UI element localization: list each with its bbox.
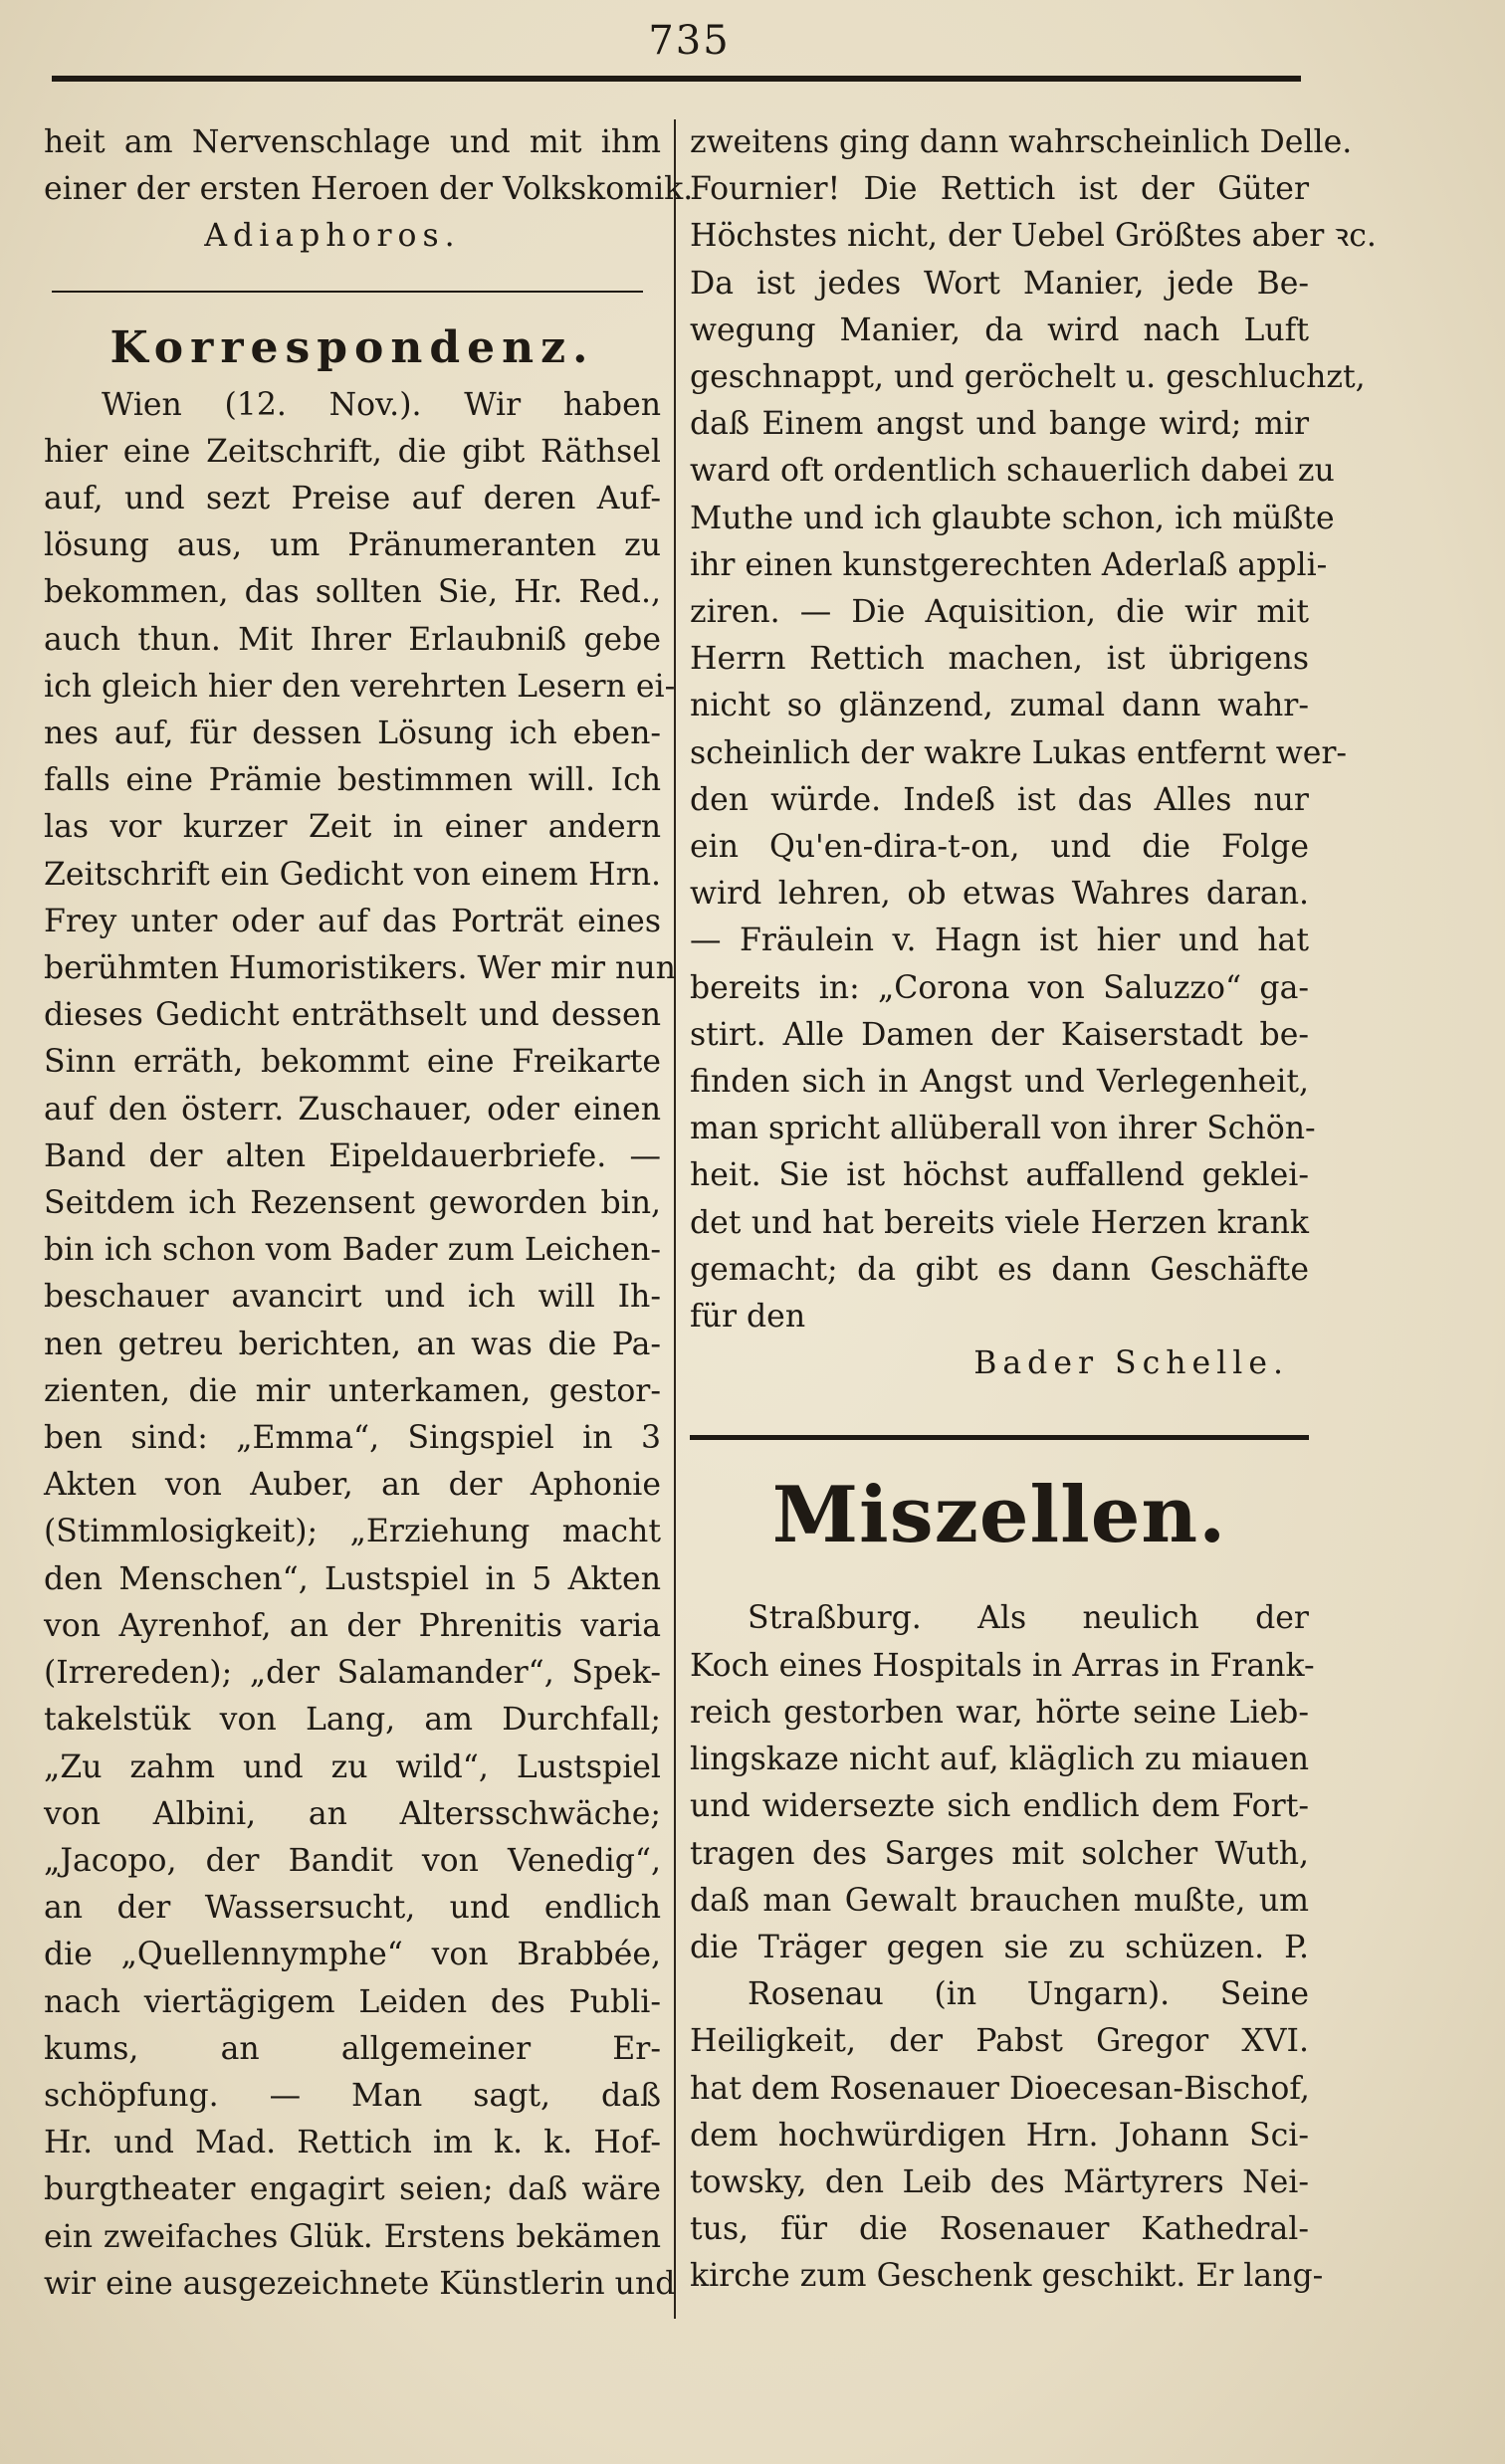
article-line: Akten von Auber, an der Aphonie	[44, 1467, 661, 1504]
korrespondenz-article	[44, 382, 676, 2308]
header-rule	[52, 76, 1301, 82]
article-line: wir eine ausgezeichnete Künstlerin und	[44, 2265, 676, 2302]
article-line: hier eine Zeitschrift, die gibt Räthsel	[44, 433, 661, 470]
article-line: tus, für die Rosenauer Kathedral-	[690, 2211, 1309, 2248]
article-line: Muthe und ich glaubte schon, ich müßte	[690, 500, 1335, 536]
article-line: schöpfung. — Man sagt, daß	[44, 2077, 661, 2114]
article-line: finden sich in Angst und Verlegenheit,	[690, 1064, 1309, 1101]
korrespondenz-continuation	[690, 119, 1377, 1340]
article-line: ihr einen kunstgerechten Aderlaß appli-	[690, 546, 1328, 583]
article-line: daß Einem angst und bange wird; mir	[690, 406, 1309, 443]
section-divider	[690, 1435, 1309, 1440]
article-line: von Ayrenhof, an der Phrenitis varia	[44, 1607, 661, 1644]
article-line: falls eine Prämie bestimmen will. Ich	[44, 762, 661, 799]
article-line: stirt. Alle Damen der Kaiserstadt be-	[690, 1016, 1309, 1053]
article-line: Rosenau (in Ungarn). Seine	[748, 1976, 1309, 2013]
article-line: Fournier! Die Rettich ist der Güter	[690, 171, 1309, 208]
article-line: — Fräulein v. Hagn ist hier und hat	[690, 923, 1309, 959]
article-line: geschnappt, und geröchelt u. geschluchzt,	[690, 359, 1366, 396]
article-line: gemacht; da gibt es dann Geschäfte	[690, 1251, 1309, 1288]
article-line: die „Quellennymphe“ von Brabbée,	[44, 1937, 661, 1973]
article-line: Heiligkeit, der Pabst Gregor XVI.	[690, 2023, 1309, 2060]
article-line: von Albini, an Altersschwäche;	[44, 1795, 661, 1832]
article-line: dieses Gedicht enträthselt und dessen	[44, 997, 661, 1034]
article-line: ich gleich hier den verehrten Lesern ei-	[44, 668, 676, 705]
article-line: man spricht allüberall von ihrer Schön-	[690, 1111, 1316, 1147]
article-line: nicht so glänzend, zumal dann wahr-	[690, 688, 1309, 724]
article-line: den Menschen“, Lustspiel in 5 Akten	[44, 1560, 661, 1597]
article-line: nach viertägigem Leiden des Publi-	[44, 1983, 661, 2020]
article-line: lingskaze nicht auf, kläglich zu miauen	[690, 1742, 1309, 1778]
article-line: „Jacopo, der Bandit von Venedig“,	[44, 1842, 661, 1879]
article-line: berühmten Humoristikers. Wer mir nun	[44, 950, 676, 987]
article-line: ben sind: „Emma“, Singspiel in 3	[44, 1420, 661, 1457]
article-line: den würde. Indeß ist das Alles nur	[690, 781, 1309, 818]
article-line: Koch eines Hospitals in Arras in Frank-	[690, 1647, 1315, 1684]
article-line: Höchstes nicht, der Uebel Größtes aber ꝛc.	[690, 218, 1377, 255]
article-line: det und hat bereits viele Herzen krank	[690, 1204, 1309, 1241]
article-line: burgtheater engagirt seien; daß wäre	[44, 2171, 661, 2208]
article-line: wird lehren, ob etwas Wahres daran.	[690, 876, 1309, 913]
article-line: an der Wassersucht, und endlich	[44, 1890, 661, 1927]
page-number: 735	[648, 18, 731, 64]
article-line: „Zu zahm und zu wild“, Lustspiel	[44, 1748, 661, 1785]
article-line: und widersezte sich endlich dem Fort-	[690, 1788, 1309, 1825]
column-divider	[674, 119, 676, 2319]
article-line: Wien (12. Nov.). Wir haben	[102, 386, 661, 423]
section-divider	[52, 291, 643, 293]
article-line: reich gestorben war, hörte seine Lieb-	[690, 1694, 1309, 1731]
article-line: Band der alten Eipeldauerbriefe. —	[44, 1137, 661, 1174]
article-line: ein Qu'en-dira-t-on, und die Folge	[690, 829, 1309, 866]
article-line: ziren. — Die Aquisition, die wir mit	[690, 594, 1309, 631]
article-line: nen getreu berichten, an was die Pa-	[44, 1326, 661, 1362]
right-column	[690, 119, 1377, 2301]
article-line: Hr. und Mad. Rettich im k. k. Hof-	[44, 2125, 661, 2161]
article-line: las vor kurzer Zeit in einer andern	[44, 809, 661, 846]
article-line: kirche zum Geschenk geschikt. Er lang-	[690, 2258, 1324, 2295]
section-title-miszellen: Miszellen.	[771, 1470, 1227, 1561]
article-line: Frey unter oder auf das Porträt eines	[44, 903, 661, 939]
article-line: heit. Sie ist höchst auffallend geklei-	[690, 1157, 1309, 1194]
article-line: Zeitschrift ein Gedicht von einem Hrn.	[44, 856, 661, 893]
article-line: auf, und sezt Preise auf deren Auf-	[44, 481, 661, 517]
article-line: zienten, die mir unterkamen, gestor-	[44, 1372, 661, 1409]
article-line: takelstük von Lang, am Durchfall;	[44, 1702, 661, 1739]
article-line: wegung Manier, da wird nach Luft	[690, 311, 1309, 348]
left-column	[44, 119, 694, 2308]
article-line: Da ist jedes Wort Manier, jede Be-	[690, 265, 1309, 302]
article-line: Seitdem ich Rezensent geworden bin,	[44, 1185, 661, 1222]
article-line: (Irrereden); „der Salamander“, Spek-	[44, 1655, 661, 1692]
article-line: dem hochwürdigen Hrn. Johann Sci-	[690, 2117, 1309, 2154]
article-line: bin ich schon vom Bader zum Leichen-	[44, 1232, 661, 1269]
article-line: daß man Gewalt brauchen mußte, um	[690, 1882, 1309, 1919]
article-line: Sinn erräth, bekommt eine Freikarte	[44, 1044, 661, 1081]
article-line: auch thun. Mit Ihrer Erlaubniß gebe	[44, 621, 661, 658]
article-line: ein zweifaches Glük. Erstens bekämen	[44, 2218, 661, 2255]
article-line: zweitens ging dann wahrscheinlich Delle.	[690, 124, 1353, 160]
article-line: Straßburg. Als neulich der	[748, 1600, 1309, 1637]
section-title-korrespondenz: Korrespondenz.	[109, 321, 595, 373]
article-line: scheinlich der wakre Lukas entfernt wer-	[690, 734, 1348, 771]
article-line: bekommen, das sollten Sie, Hr. Red.,	[44, 574, 661, 611]
article-line: auf den österr. Zuschauer, oder einen	[44, 1091, 661, 1128]
miszellen-article	[690, 1595, 1324, 2300]
article-line: ward oft ordentlich schauerlich dabei zu	[690, 453, 1335, 490]
continuation-signature: Adiaphoros.	[204, 218, 461, 255]
article-line: towsky, den Leib des Märtyrers Nei-	[690, 2163, 1309, 2200]
article-line: nes auf, für dessen Lösung ich eben-	[44, 716, 661, 752]
article-line: kums, an allgemeiner Er-	[44, 2030, 661, 2067]
continuation-line: heit am Nervenschlage und mit ihm	[44, 124, 661, 160]
article-line: lösung aus, um Pränumeranten zu	[44, 527, 661, 564]
article-line: bereits in: „Corona von Saluzzo“ ga-	[690, 969, 1309, 1006]
article-line: beschauer avancirt und ich will Ih-	[44, 1279, 661, 1316]
article-line: tragen des Sarges mit solcher Wuth,	[690, 1835, 1309, 1872]
article-line: die Träger gegen sie zu schüzen. P.	[690, 1929, 1309, 1965]
article-line: für den	[690, 1299, 806, 1335]
continuation-line: einer der ersten Heroen der Volkskomik.	[44, 171, 694, 208]
article-line: hat dem Rosenauer Dioecesan-Bischof,	[690, 2070, 1310, 2107]
article-signature: Bader Schelle.	[973, 1345, 1289, 1382]
article-line: (Stimmlosigkeit); „Erziehung macht	[44, 1514, 661, 1550]
article-line: Herrn Rettich machen, ist übrigens	[690, 641, 1309, 678]
